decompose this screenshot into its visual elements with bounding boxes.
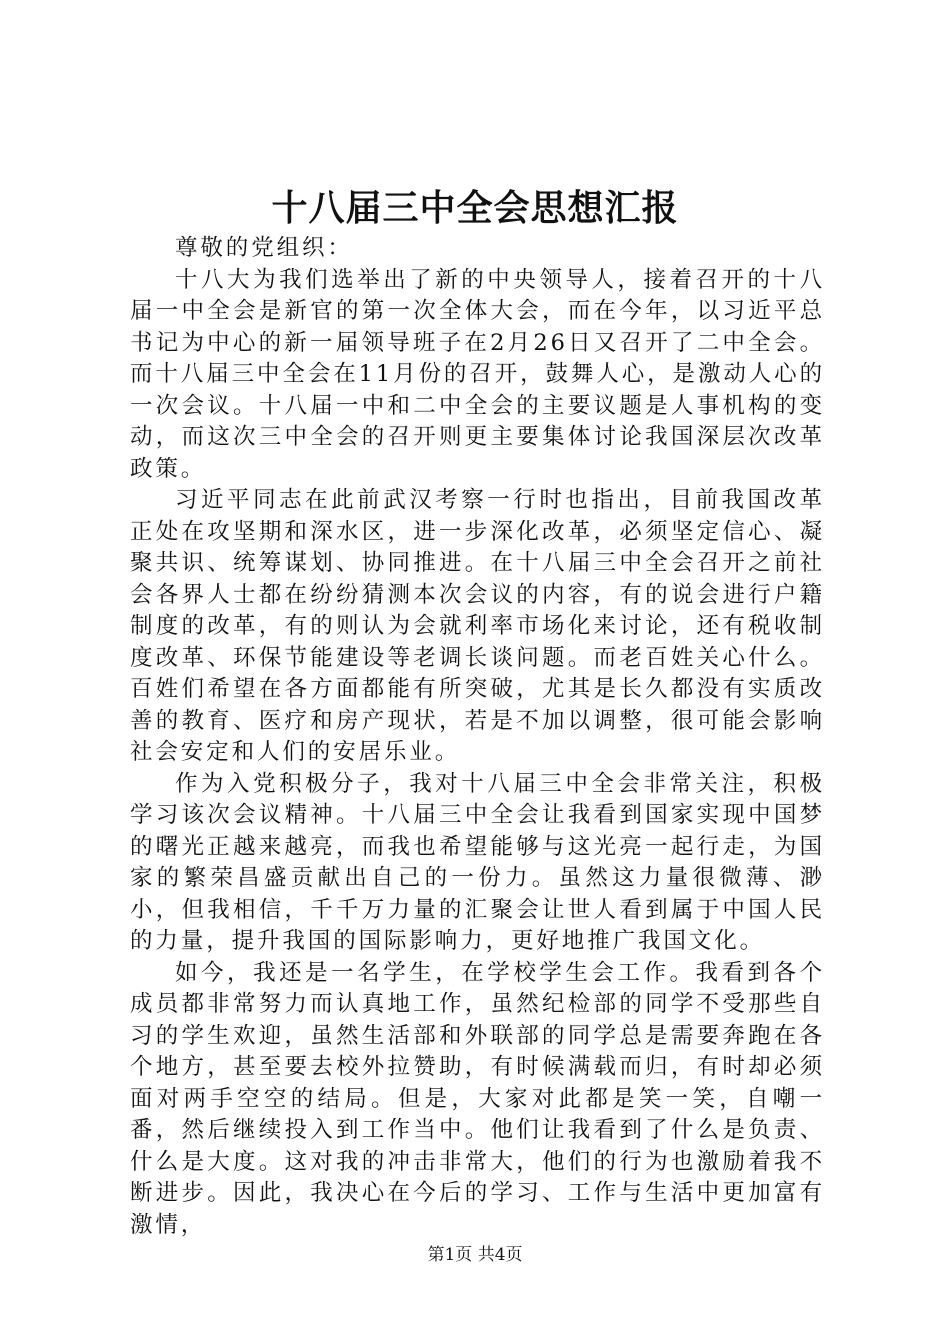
paragraph-3: 作为入党积极分子，我对十八届三中全会非常关注，积极学习该次会议精神。十八届三中全会让我看到国家实现中国梦的曙光正越来越亮，而我也希望能够与这光亮一起行走，为国家的繁荣昌盛贡献出自己的一份力。虽然这力量很微薄、渺小，但我相信，千千万力量的汇聚会让世人看到属于中国人民的力量，提升我国的国际影响力，更好地推广我国文化。: [130, 770, 825, 954]
page-footer: 第1页 共4页: [427, 1245, 523, 1265]
salutation: 尊敬的党组织：: [175, 235, 353, 261]
paragraph-1: 十八大为我们选举出了新的中央领导人，接着召开的十八届一中全会是新官的第一次全体大会，而在今年，以习近平总书记为中心的新一届领导班子在2月26日又召开了二中全会。而十八届三中全会在11月份的召开，鼓舞人心，是激动人心的一次会议。十八届一中和二中全会的主要议题是人事机构的变动，而这次三中全会的召开则更主要集体讨论我国深层次改革政策。: [130, 266, 825, 482]
document-body: [130, 233, 825, 1241]
document-title: 十八届三中全会思想汇报: [271, 187, 679, 229]
paragraph-4: 如今，我还是一名学生，在学校学生会工作。我看到各个成员都非常努力而认真地工作，虽然纪检部的同学不受那些自习的学生欢迎，虽然生活部和外联部的同学总是需要奔跑在各个地方，甚至要去校外拉赞助，有时候满载而归，有时却必须面对两手空空的结局。但是，大家对此都是笑一笑，自嘲一番，然后继续投入到工作当中。他们让我看到了什么是负责、什么是大度。这对我的冲击非常大，他们的行为也激励着我不断进步。因此，我决心在今后的学习、工作与生活中更加富有激情，: [130, 959, 825, 1238]
paragraph-2: 习近平同志在此前武汉考察一行时也指出，目前我国改革正处在攻坚期和深水区，进一步深化改革，必须坚定信心、凝聚共识、统筹谋划、协同推进。在十八届三中全会召开之前社会各界人士都在纷纷猜测本次会议的内容，有的说会进行户籍制度的改革，有的则认为会就利率市场化来讨论，还有税收制度改革、环保节能建设等老调长谈问题。而老百姓关心什么。百姓们希望在各方面都能有所突破，尤其是长久都没有实质改善的教育、医疗和房产现状，若是不加以调整，很可能会影响社会安定和人们的安居乐业。: [130, 487, 825, 765]
